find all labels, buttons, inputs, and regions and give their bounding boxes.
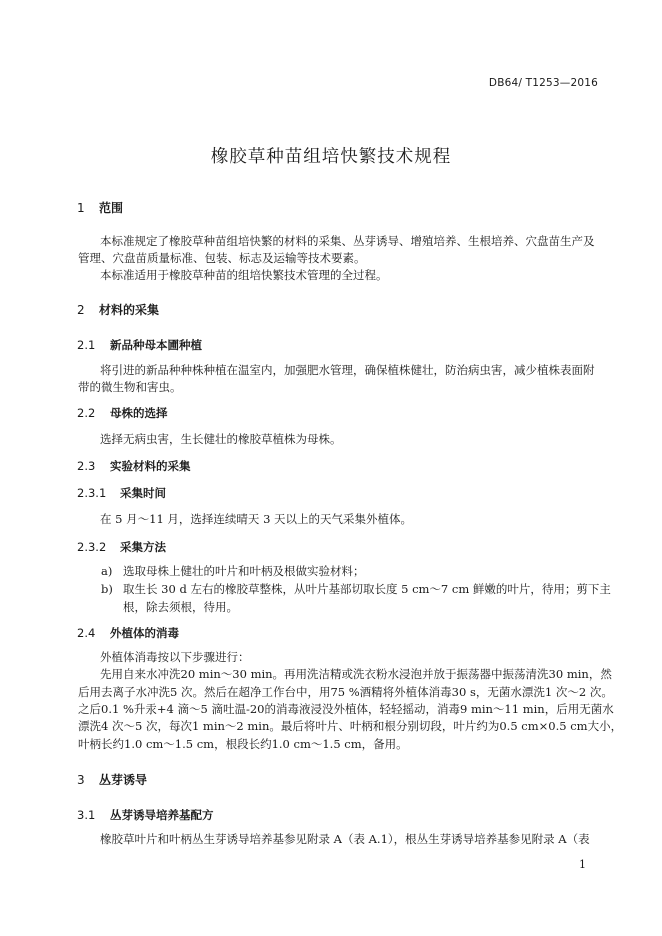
subsection-2-3-2-heading [77, 539, 166, 555]
subsection-number: 3.1 [77, 808, 96, 822]
paragraph: 漂洗4 次～5 次，每次1 min～2 min。最后将叶片、叶柄和根分别切段，叶片约为0.5 cm×0.5 cm大小， [78, 719, 623, 733]
subsection-2-3-heading [77, 458, 191, 474]
subsection-3-1-heading [77, 807, 214, 823]
subsection-2-2-heading [77, 405, 168, 421]
page-number: 1 [579, 858, 586, 871]
section-number: 1 [77, 201, 85, 215]
subsection-title: 丛芽诱导培养基配方 [110, 808, 214, 822]
subsection-number: 2.3.2 [77, 540, 107, 554]
section-number: 2 [77, 303, 85, 317]
section-title: 丛芽诱导 [99, 773, 148, 787]
standard-code: DB64/ T1253—2016 [488, 77, 598, 89]
section-2-heading [77, 301, 159, 318]
list-text: 取生长 30 d 左右的橡胶草整株，从叶片基部切取长度 5 cm～7 cm 鲜嫩的叶片，待用；剪下主 [123, 582, 611, 596]
section-1-heading [77, 199, 123, 216]
list-continuation: 根，除去须根，待用。 [123, 600, 238, 614]
paragraph: 选择无病虫害，生长健壮的橡胶草植株为母株。 [100, 432, 342, 446]
section-3-heading [77, 771, 147, 788]
section-number: 3 [77, 773, 85, 787]
paragraph: 在 5 月～11 月，选择连续晴天 3 天以上的天气采集外植体。 [100, 512, 413, 526]
subsection-title: 新品种母本圃种植 [110, 338, 202, 352]
paragraph: 外植体消毒按以下步骤进行： [100, 650, 250, 664]
paragraph: 本标准规定了橡胶草种苗组培快繁的材料的采集、丛芽诱导、增殖培养、生根培养、穴盘苗生产及 [100, 234, 595, 248]
subsection-2-1-heading [77, 337, 202, 353]
paragraph: 带的微生物和害虫。 [78, 380, 182, 394]
paragraph: 先用自来水冲洗20 min～30 min。再用洗洁精或洗衣粉水浸泡并放于振荡器中振荡清洗30 min，然 [100, 667, 612, 681]
paragraph: 本标准适用于橡胶草种苗的组培快繁技术管理的全过程。 [100, 268, 388, 282]
paragraph: 橡胶草叶片和叶柄丛生芽诱导培养基参见附录 A（表 A.1），根丛生芽诱导培养基参见附录 A（表 [100, 832, 590, 846]
subsection-title: 外植体的消毒 [110, 626, 179, 640]
subsection-2-3-1-heading [77, 485, 166, 501]
paragraph: 叶柄长约1.0 cm～1.5 cm，根段长约1.0 cm～1.5 cm，备用。 [78, 737, 408, 751]
list-item [101, 580, 611, 598]
paragraph: 将引进的新品种种株种植在温室内，加强肥水管理，确保植株健壮，防治病虫害，减少植株表面附 [100, 363, 595, 377]
subsection-title: 母株的选择 [110, 406, 168, 420]
subsection-number: 2.2 [77, 406, 96, 420]
paragraph: 管理、穴盘苗质量标准、包装、标志及运输等技术要素。 [78, 251, 366, 265]
list-marker: a) [101, 564, 113, 578]
subsection-title: 采集方法 [120, 540, 166, 554]
subsection-title: 实验材料的采集 [110, 459, 191, 473]
document-title: 橡胶草种苗组培快繁技术规程 [210, 147, 452, 167]
paragraph: 之后0.1 %升汞+4 滴～5 滴吐温-20的消毒液浸没外植体，轻轻摇动，消毒9 min～11 min，后用无菌水 [78, 702, 614, 716]
list-text: 选取母株上健壮的叶片和叶柄及根做实验材料； [123, 564, 365, 578]
section-title: 范围 [99, 201, 124, 215]
list-item [101, 562, 365, 580]
list-marker: b) [101, 582, 113, 596]
subsection-number: 2.3.1 [77, 486, 107, 500]
subsection-number: 2.1 [77, 338, 96, 352]
paragraph: 后用去离子水冲洗5 次。然后在超净工作台中，用75 %酒精将外植体消毒30 s，无菌水漂洗1 次～2 次。 [78, 685, 613, 699]
subsection-2-4-heading [77, 625, 179, 641]
subsection-title: 采集时间 [120, 486, 166, 500]
subsection-number: 2.4 [77, 626, 96, 640]
subsection-number: 2.3 [77, 459, 96, 473]
section-title: 材料的采集 [99, 303, 160, 317]
